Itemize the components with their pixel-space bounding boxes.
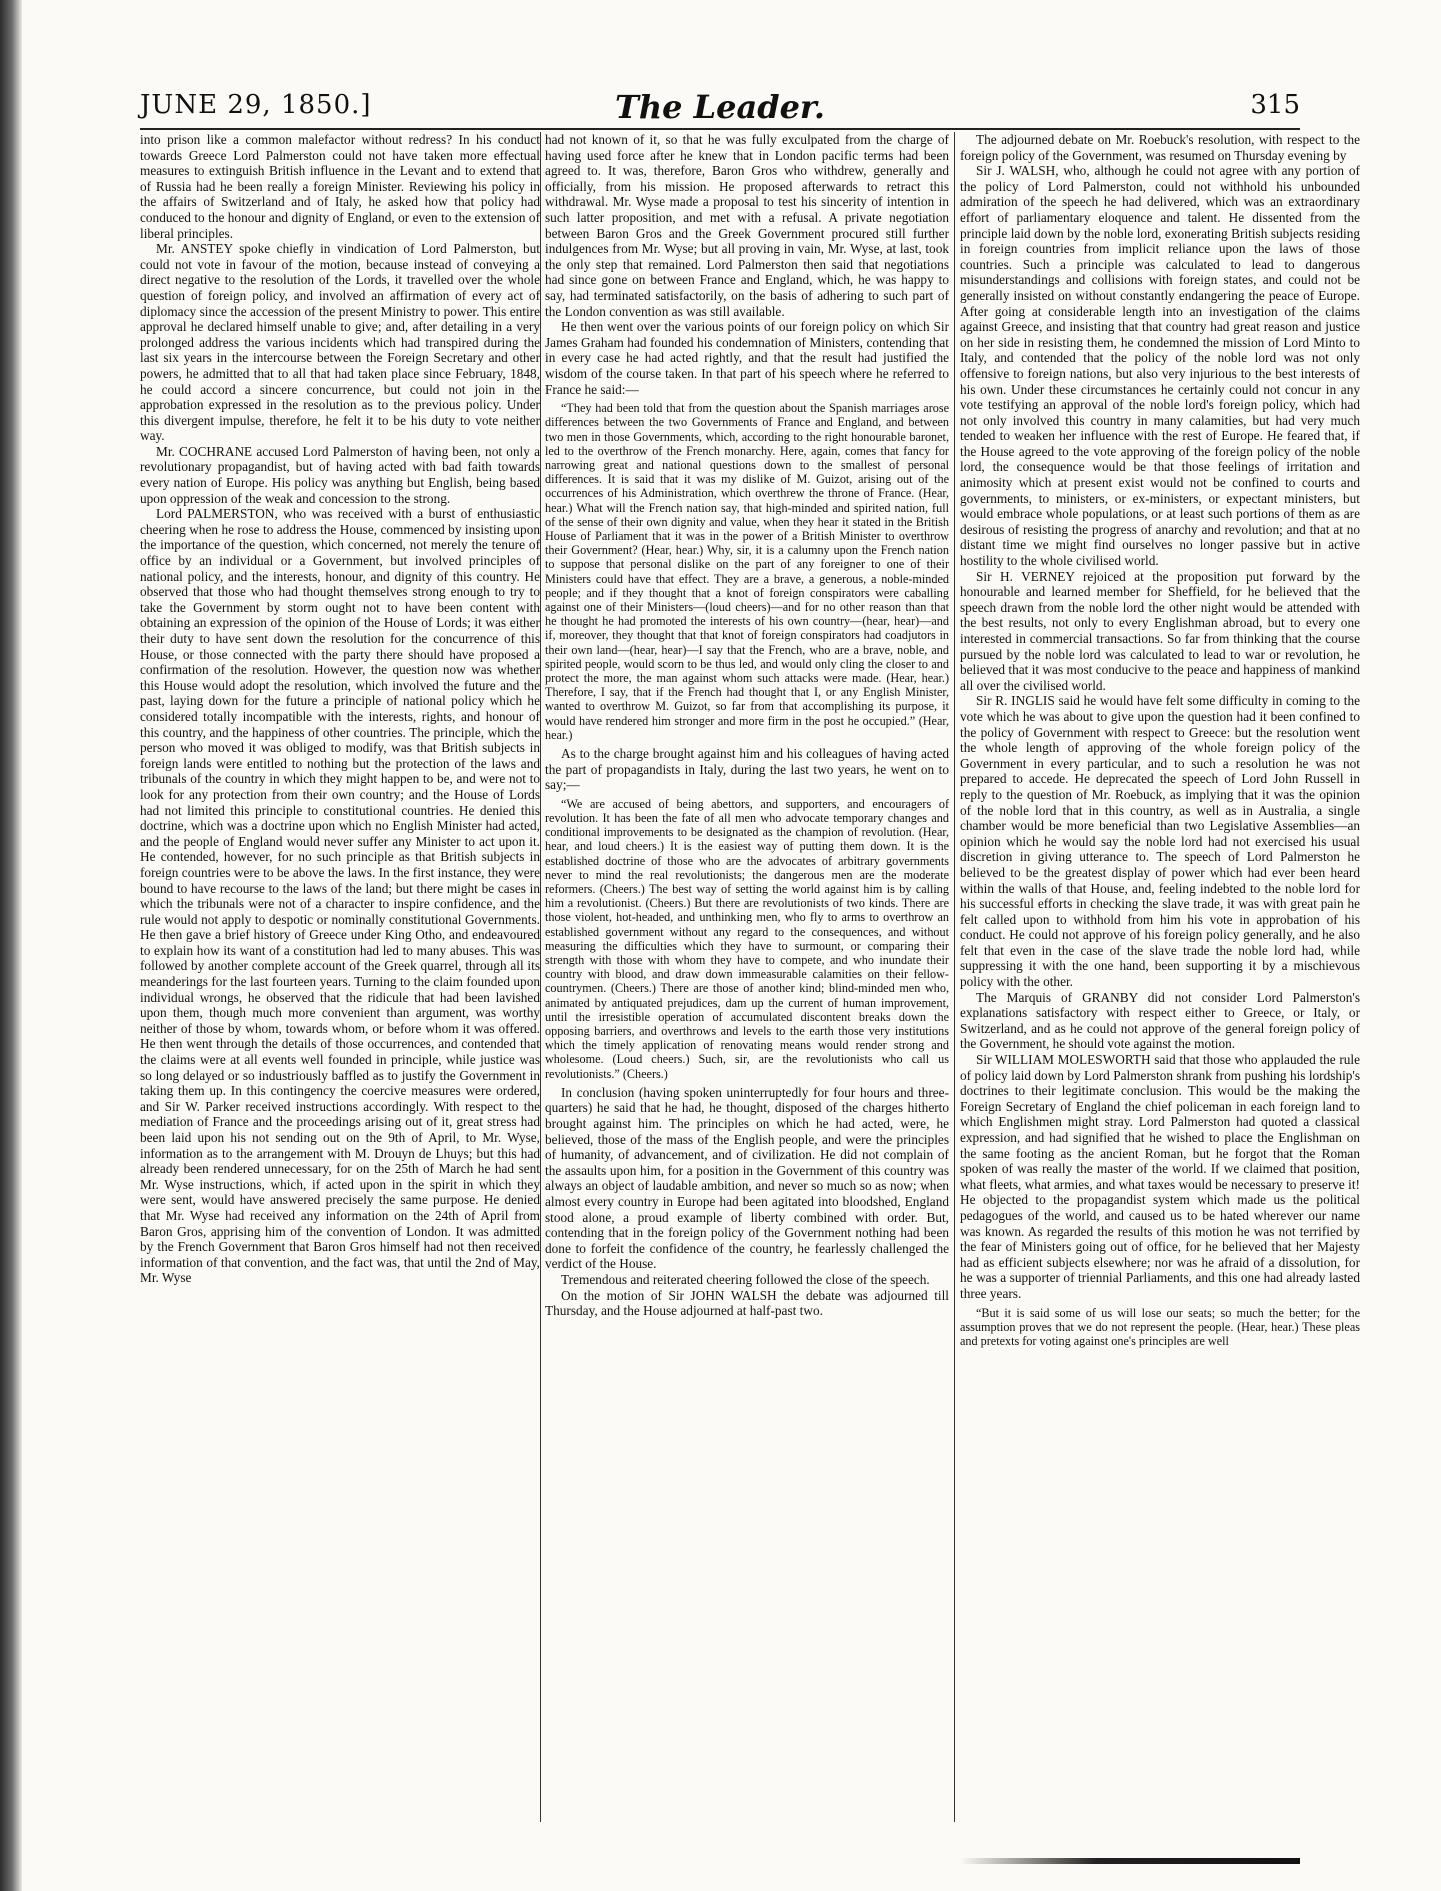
article-paragraph: Mr. COCHRANE accused Lord Palmerston of having been, not only a revolutionary propagandist, but of having acted with bad faith towards every nation of Europe. His policy was anything but English, being based upon oppression of the weak and concession to the strong.	[140, 443, 540, 506]
header-rule	[140, 128, 1300, 130]
article-paragraph: As to the charge brought against him and his colleagues of having acted the part of propagandists in Italy, during the last two years, he went on to say;—	[545, 745, 949, 793]
article-paragraph: In conclusion (having spoken uninterruptedly for four hours and three-quarters) he said that he had, he thought, disposed of the charges hitherto brought against him. The principles on which he had acted, were, he believed, those of the mass of the English people, and were the principles of humanity, of advancement, and of civilization. He did not complain of the assaults upon him, for a position in the Government of this country was always an object of laudable ambition, and never so much so as now; when almost every country in Europe had been agitated into bloodshed, England stood alone, a proud example of liberty combined with order. But, contending that in the foreign policy of the Government nothing had been done to forfeit the confidence of the country, he fearlessly challenged the verdict of the House.	[545, 1084, 949, 1272]
article-paragraph: Sir J. WALSH, who, although he could not agree with any portion of the policy of Lord Palmerston, could not withhold his unbounded admiration of the speech he had delivered, which was an extraordinary effort of parliamentary eloquence and talent. He dissented from the principle laid down by the noble lord, exonerating British subjects residing in foreign countries from implicit reliance upon the laws of those countries. Such a principle was calculated to lead to dangerous misunderstandings and collisions with foreign states, and could not be generally insisted on without constantly endangering the peace of Europe. After going at considerable length into an investigation of the claims against Greece, and insisting that that country had great reason and justice on her side in resisting them, he condemned the mission of Lord Minto to Italy, and contended that the policy of the noble lord was not only offensive to foreign nations, but also very injurious to the best interests of his own. Under these circumstances he certainly could not concur in any vote testifying an approval of the noble lord's foreign policy, which had not only involved this country in many calamities, but had very much tended to weaken her influence with the rest of Europe. He feared that, if the House agreed to the vote approving of the foreign policy of the noble lord, the consequence would be that those feelings of irritation and animosity which at present exist would not be confined to courts and governments, to ministers, or ex-ministers, or expectant ministers, but would embrace whole populations, or at least such portions of them as are desirous of resisting the progress of anarchy and revolution; and that at no distant time we might find ourselves no longer passive but in active hostility to the whole civilised world.	[960, 163, 1360, 569]
text-column-3	[960, 132, 1360, 1832]
article-paragraph: The adjourned debate on Mr. Roebuck's resolution, with respect to the foreign policy of the Government, was resumed on Thursday evening by	[960, 132, 1360, 163]
article-paragraph: Sir R. INGLIS said he would have felt some difficulty in coming to the vote which he was about to give upon the question had it been confined to the policy of Government with respect to Greece: but the resolution went the whole length of approving of the whole foreign policy of the Government in every particular, and to such a resolution he was not prepared to accede. He deprecated the speech of Lord John Russell in reply to the question of Mr. Roebuck, as implying that it was the opinion of the noble lord that in this country, as well as in Australia, a single chamber would be more beneficial than two Legislative Assemblies—an opinion which he would say the noble lord had not exercised his usual discretion in giving utterance to. The speech of Lord Palmerston he believed to be the greatest display of power which had ever been heard within the walls of that House, and, feeling indebted to the noble lord for his successful efforts in checking the slave trade, it was with great pain he felt called upon to withhold from him his vote in approbation of his conduct. He could not approve of his foreign policy generally, and he also felt that even in the case of the slave trade the noble lord had, while suppressing it with the one hand, been supporting it by a mischievous policy with the other.	[960, 693, 1360, 990]
page-number: 315	[1250, 90, 1300, 120]
column-divider	[954, 132, 955, 1822]
article-paragraph: into prison like a common malefactor without redress? In his conduct towards Greece Lord Palmerston could not have taken more effectual measures to extinguish British influence in the Levant and to extend that of Russia had he been really a foreign Minister. Reviewing his policy in the affairs of Switzerland and of Italy, he asked how that policy had conduced to the honour and dignity of England, or even to the extension of liberal principles.	[140, 132, 540, 241]
quoted-speech: “They had been told that from the question about the Spanish marriages arose differences between the two Governments of France and England, and between two men in those Governments, which, according to the right honourable baronet, led to the overthrow of the French monarchy. Here, again, comes that fancy for narrowing great and national questions down to the smallest of personal differences. It is said that it was my dislike of M. Guizot, arising out of the occurrences of his Administration, which overthrew the throne of France. (Hear, hear.) What will the French nation say, that high-minded and spirited nation, full of the sense of their own dignity and value, when they hear it stated in the British House of Parliament that it was in the power of a British Minister to overthrow their Government? (Hear, hear.) Why, sir, it is a calumny upon the French nation to suppose that personal dislike on the part of any foreigner to one of their Ministers could have that effect. They are a brave, a generous, a noble-minded people; and if they thought that a knot of foreign conspirators were caballing against one of their Ministers—(loud cheers)—and for no other reason than that he thought he had promoted the interests of his own country—(hear, hear)—and if, moreover, they thought that that knot of foreign conspirators had coadjutors in their own land—(hear, hear)—I say that the French, who are a brave, noble, and spirited people, would scorn to be thus led, and would only cling the closer to and protect the more, the man against whom such attacks were made. (Hear, hear.) Therefore, I say, that if the French had thought that I, or any English Minister, wanted to overthrow M. Guizot, so far from that accomplishing its purpose, it would have rendered him stronger and more firm in the post he occupied.” (Hear, hear.)	[545, 401, 949, 742]
quoted-speech: “We are accused of being abettors, and supporters, and encouragers of revolution. It has been the fate of all men who advocate temporary changes and conditional improvements to be designated as the champion of revolution. (Hear, hear, and loud cheers.) It is the easiest way of putting them down. It is the established doctrine of those who are the advocates of arbitrary governments never to mind the real revolutionists; the dangerous men are the moderate reformers. (Cheers.) The best way of setting the world against him is by calling him a revolutionist. (Cheers.) But there are revolutionists of two kinds. There are those violent, hot-headed, and unthinking men, who fly to arms to overthrow an established government without any regard to the consequences, and without measuring the difficulties which they have to surmount, or comparing their strength with those with whom they have to compete, and who inundate their country with blood, and draw down immeasurable calamities on their fellow-countrymen. (Cheers.) There are those of another kind; blind-minded men who, animated by antiquated prejudices, dam up the current of human improvement, until the irresistible operation of accumulated discontent breaks down the opposing barriers, and overthrows and levels to the earth those very institutions which the timely application of renovating means would render strong and wholesome. (Loud cheers.) Such, sir, are the revolutionists who call us revolutionists.” (Cheers.)	[545, 796, 949, 1081]
article-paragraph: Tremendous and reiterated cheering followed the close of the speech.	[561, 1271, 930, 1287]
page-bottom-mark	[960, 1858, 1300, 1864]
page-header	[140, 88, 1300, 124]
article-paragraph: Mr. ANSTEY spoke chiefly in vindication of Lord Palmerston, but could not vote in favour of the motion, because instead of conveying a direct negative to the resolution of the Lords, it travelled over the whole question of foreign policy, and involved an affirmation of every act of diplomacy since the accession of the present Ministry to power. This entire approval he declared himself unable to give; and, after detailing in a very prolonged address the various incidents which had transpired during the last six years in the intercourse between the Foreign Secretary and other powers, he admitted that to all that had taken place since February, 1848, he could accord a sincere concurrence, but could not join in the approbation expressed in the resolution as to the previous policy. Under this divergent impulse, therefore, he felt it to be his duty to vote neither way.	[140, 241, 540, 444]
article-paragraph: On the motion of Sir JOHN WALSH the debate was adjourned till Thursday, and the House adjourned at half-past two.	[545, 1287, 949, 1319]
text-column-1	[140, 132, 540, 1832]
masthead-title: The Leader.	[615, 88, 825, 126]
article-paragraph: The Marquis of GRANBY did not consider Lord Palmerston's explanations satisfactory with respect either to Greece, or Italy, or Switzerland, and as he could not approve of the general foreign policy of the Government, he should vote against the motion.	[960, 989, 1360, 1052]
page-binding-shadow	[0, 0, 22, 1891]
article-paragraph: Sir WILLIAM MOLESWORTH said that those who applauded the rule of policy laid down by Lord Palmerston shrank from pushing his lordship's doctrines to their legitimate conclusion. This would be the making the Foreign Secretary of England the chief policeman in each foreign land to which Englishmen might stray. Lord Palmerston had quoted a classical expression, and had signified that he wished to place the Englishman on the same footing as the ancient Roman, but he forgot that the Roman spoken of was really the master of the world. If we claimed that position, what fleets, what armies, and what taxes would be necessary to preserve it! He objected to the propagandist system which made us the political pedagogues of the world, and caused us to be hated wherever our name was known. As regarded the results of this motion he was not terrified by the fear of Ministers going out of office, for he believed that her Majesty had as efficient subjects elsewhere; nor was he afraid of a dissolution, for he was a supporter of triennial Parliaments, and this one had already lasted three years.	[960, 1052, 1360, 1301]
quoted-speech: “But it is said some of us will lose our seats; so much the better; for the assumption proves that we do not represent the people. (Hear, hear.) These pleas and pretexts for voting against one's principles are well	[960, 1305, 1360, 1348]
article-paragraph: Sir H. VERNEY rejoiced at the proposition put forward by the honourable and learned member for Sheffield, for he believed that the speech drawn from the noble lord the other night would be attended with the best results, not only to every Englishman abroad, but to every one interested in commercial transactions. So far from thinking that the course pursued by the noble lord was calculated to lead to war or revolution, he believed that it was most conducive to the peace and happiness of mankind all over the civilised world.	[960, 568, 1360, 693]
text-column-2	[545, 132, 949, 1832]
column-divider	[540, 132, 541, 1822]
article-paragraph: He then went over the various points of our foreign policy on which Sir James Graham had founded his condemnation of Ministers, contending that in every case he had acted rightly, and that the result had justified the wisdom of the course taken. In that part of his speech where he referred to France he said:—	[545, 319, 949, 397]
article-paragraph: had not known of it, so that he was fully exculpated from the charge of having used force after he knew that in London pacific terms had been agreed to. It was, therefore, Baron Gros who withdrew, generally and officially, from his mission. He proposed afterwards to retract this withdrawal. Mr. Wyse made a proposal to test his sincerity of intention in such latter proposition, and met with a refusal. A private negotiation between Baron Gros and the Greek Government procured still further indulgences from Mr. Wyse; but all proving in vain, Mr. Wyse, at last, took the only step that remained. Lord Palmerston then said that negotiations had since gone on between France and England, which, he was happy to say, had terminated satisfactorily, on the basis of adhering to such part of the London convention as was still available.	[545, 132, 949, 319]
article-paragraph: Lord PALMERSTON, who was received with a burst of enthusiastic cheering when he rose to address the House, commenced by insisting upon the importance of the question, which concerned, not merely the tenure of office by an individual or a Government, but involved principles of national policy, and the interests, honour, and dignity of this country. He observed that those who had thought themselves strong enough to try to take the Government by storm ought not to have been content with obtaining an expression of the opinion of the House of Lords; it was either their duty to have sent down the resolution for the concurrence of this House, or those connected with the party there should have proposed a confirmation of the resolution. However, the question now was whether this House would adopt the resolution, which involved the future and the past, laying down for the future a principle of national policy which he considered totally incompatible with the interests, rights, and honour of this country, and the happiness of other countries. The principle, which the person who moved it was obliged to modify, was that British subjects in foreign lands were entitled to nothing but the protection of the laws and tribunals of the country in which they might happen to be, and were not to look for any protection from their own country; and the House of Lords had not limited this principle to constitutional countries. He denied this doctrine, which was a doctrine upon which no English Minister had acted, and the people of England would never suffer any Minister to act upon it. He contended, however, for no such principle as that British subjects in foreign countries were to be above the laws. In the first instance, they were bound to have recourse to the laws of the land; but there might be cases in which the tribunals were not of a character to inspire confidence, and the rule would not apply to despotic or nominally constitutional Governments. He then gave a brief history of Greece under King Otho, and endeavoured to explain how its want of a constitution had led to many abuses. This was followed by another complete account of the Greek quarrel, through all its meanderings for the last fourteen years. Turning to the claim founded upon individual wrongs, he observed that the ridicule that had been lavished upon them, though much more convenient than argument, was worthy neither of those by whom, towards whom, or before whom it was offered. He then went through the details of those occurrences, and contended that the claims were at all events well founded in principle, while justice was so long delayed or so industriously baffled as to justify the Government in taking them up. In this contingency the coercive measures were ordered, and Sir W. Parker received instructions accordingly. With respect to the mediation of France and the proceedings arising out of it, great stress had been laid upon his not sending out on the 9th of April, to Mr. Wyse, information as to the arrangement with M. Drouyn de Lhuys; but this had already been rendered unnecessary, for on the 25th of March he had sent Mr. Wyse instructions, which, if acted upon in the spirit in which they were sent, would have answered precisely the same purpose. He denied that Mr. Wyse had received any information on the 24th of April from Baron Gros, apprising him of the convention of London. It was admitted by the French Government that Baron Gros himself had not then received information of that convention, and the fact was, that until the 2nd of May, Mr. Wyse	[140, 506, 540, 1286]
issue-date: JUNE 29, 1850.]	[140, 90, 372, 120]
